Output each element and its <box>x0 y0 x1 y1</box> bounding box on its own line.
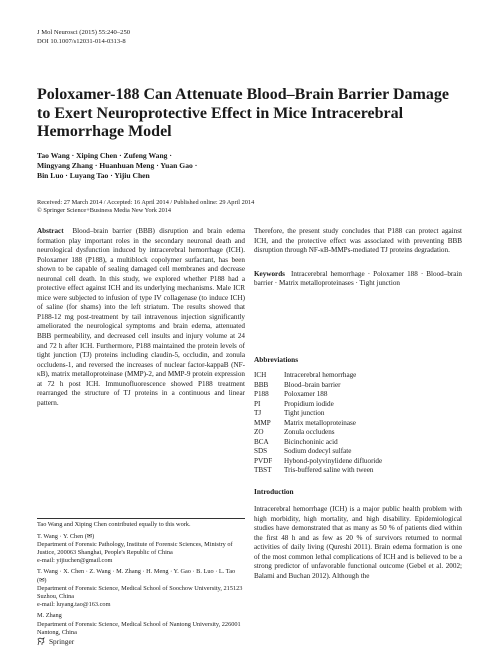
affiliation-3-dept: Department of Forensic Science, Medical School of Nantong University, 226001 Nantong, China <box>37 620 241 636</box>
abbreviation-description: Tris-buffered saline with tween <box>284 466 374 475</box>
abbreviation-row <box>254 428 382 438</box>
right-column-top <box>254 227 462 289</box>
affiliation-1 <box>37 533 245 565</box>
abbreviation-row <box>254 457 382 467</box>
dates-line: Received: 27 March 2014 / Accepted: 16 April 2014 / Published online: 29 April 2014 <box>37 199 255 206</box>
affiliation-1-email[interactable]: e-mail: yijiuchen@gmail.com <box>37 556 113 564</box>
authors-line-1: Tao Wang · Xiping Chen · Zufeng Wang · <box>37 151 172 160</box>
abbreviation-description: Matrix metalloproteinase <box>284 418 356 427</box>
abbreviation-row <box>254 447 382 457</box>
abbreviation-code: BCA <box>254 437 269 446</box>
introduction-heading: Introduction <box>254 487 294 496</box>
keywords-text: Intracerebral hemorrhage · Poloxamer 188 · Blood–brain barrier · Matrix metalloproteinases · Tight junction <box>254 269 462 288</box>
abbreviation-code: SDS <box>254 447 268 456</box>
journal-reference <box>37 28 130 46</box>
abbreviation-description: Propidium iodide <box>284 399 334 408</box>
abbreviation-code: ZO <box>254 428 264 437</box>
doi: DOI 10.1007/s12031-014-0313-8 <box>37 38 126 45</box>
abbreviation-row <box>254 371 382 381</box>
abbreviation-row <box>254 390 382 400</box>
journal-citation: J Mol Neurosci (2015) 55:240–250 <box>37 29 131 36</box>
affiliation-2-dept: Department of Forensic Science, Medical School of Soochow University, 215123 Suzhou, China <box>37 584 243 600</box>
abbreviation-code: BBB <box>254 380 269 389</box>
abbreviation-code: PVDF <box>254 456 273 465</box>
springer-horse-icon <box>37 637 45 646</box>
abstract <box>37 227 245 408</box>
copyright-line: © Springer Science+Business Media New York 2014 <box>37 207 172 215</box>
equal-contribution-note: Tao Wang and Xiping Chen contributed equally to this work. <box>37 521 191 528</box>
abbreviation-code: P188 <box>254 390 269 399</box>
introduction-text: Intracerebral hemorrhage (ICH) is a major public health problem with high morbidity, high mortality, and high disability. Epidemiological studies have demonstrated that as many as 50 % of patients died within the first 48 h and as few as 20 % of survivors returned to normal activities of daily living (Qureshi 2011). Brain edema formation is one of the most common lethal complications of ICH and is believed to be a strong predictor of unfavorable functional outcome (Gebel et al. 2002; Balami and Buchan 2012). Although the <box>254 505 462 580</box>
abbreviation-code: TJ <box>254 409 262 418</box>
affiliation-3-names: M. Zhang <box>37 612 62 620</box>
abbreviation-row <box>254 400 382 410</box>
abbreviation-code: MMP <box>254 418 271 427</box>
abbreviation-description: Sodium dodecyl sulfate <box>284 447 352 456</box>
abbreviation-row <box>254 381 382 391</box>
publisher-name: Springer <box>49 637 75 646</box>
abbreviation-description: Blood–brain barrier <box>284 380 341 389</box>
abstract-label: Abstract <box>37 227 64 235</box>
affiliation-2-email[interactable]: e-mail: luyang.tao@163.com <box>37 600 111 608</box>
abbreviation-description: Hybond-polyvinylidene difluoride <box>284 456 383 465</box>
abstract-text: Blood–brain barrier (BBB) disruption and brain edema formation play important roles in the secondary neuronal death and neurological dysfunction induced by intracerebral hemorrhage (ICH). Poloxamer 188 (P188), a multiblock copolymer surfactant, has been shown to be capable of sealing damaged cell membranes and decrease neuronal cell death. In this study, we explored whether P188 had a protective effect against ICH and its underlying mechanisms. Male ICR mice were subjected to infusion of type IV collagenase (to induce ICH) of saline (for shams) into the left striatum. The results showed that P188-12 mg post-treatment by tail intravenous injection significantly ameliorated the neurological symptoms and brain edema, attenuated BBB permeability, and decreased cell insults and injury volume at 24 and 72 h after ICH. Furthermore, P188 maintained the protein levels of tight junction (TJ) proteins including claudin-5, occludin, and zonula occludens-1, and reversed the increases of nuclear factor-kappaB (NF-κB), matrix metalloproteinase (MMP)-2, and MMP-9 protein expression at 72 h post ICH. Immunofluorescence showed P188 treatment rearranged the structure of TJ proteins in a continuous and linear pattern. <box>37 227 245 407</box>
footnote-divider <box>37 518 245 519</box>
article-title: Poloxamer-188 Can Attenuate Blood–Brain Barrier Damage to Exert Neuroprotective Effect in Mice Intracerebral Hemorrhage Model <box>37 86 449 140</box>
authors-line-2: Mingyang Zhang · Huanhuan Meng · Yuan Gao · <box>37 161 198 171</box>
affiliation-2 <box>37 568 245 608</box>
affiliation-3 <box>37 612 245 636</box>
abbreviation-row <box>254 409 382 419</box>
abbreviations-heading: Abbreviations <box>254 355 299 364</box>
affiliation-2-names: T. Wang · X. Chen · Z. Wang · M. Zhang · H. Meng · Y. Gao · B. Luo · L. Tao (✉) <box>37 568 236 584</box>
abstract-continued: Therefore, the present study concludes that P188 can protect against ICH, and the protective effect was associated with preventing BBB disruption through NF-κB-MMPs-mediated TJ proteins degradation. <box>254 227 462 255</box>
affiliation-1-dept: Department of Forensic Pathology, Institute of Forensic Sciences, Ministry of Justice, 200063 Shanghai, People's Republic of China <box>37 540 233 556</box>
publication-dates <box>37 199 254 215</box>
authors-line-3: Bin Luo · Luyang Tao · Yijiu Chen <box>37 171 150 181</box>
publisher-footer <box>37 637 74 646</box>
abbreviation-code: PI <box>254 399 261 408</box>
footnotes <box>37 521 245 640</box>
abbreviation-description: Tight junction <box>284 409 325 418</box>
affiliation-1-names: T. Wang · Y. Chen (✉) <box>37 532 95 540</box>
abbreviation-row <box>254 438 382 448</box>
abbreviation-description: Intracerebral hemorrhage <box>284 371 357 379</box>
author-list <box>37 151 197 182</box>
abbreviation-code: TBST <box>254 466 272 475</box>
abbreviation-row <box>254 419 382 429</box>
abbreviations-list <box>254 371 382 476</box>
abbreviation-row <box>254 466 382 476</box>
abbreviation-description: Bicinchoninic acid <box>284 437 338 446</box>
abbreviation-description: Poloxamer 188 <box>284 390 328 399</box>
abbreviation-code: ICH <box>254 371 267 379</box>
keywords-label: Keywords <box>254 269 285 278</box>
abbreviation-description: Zonula occludens <box>284 428 335 437</box>
